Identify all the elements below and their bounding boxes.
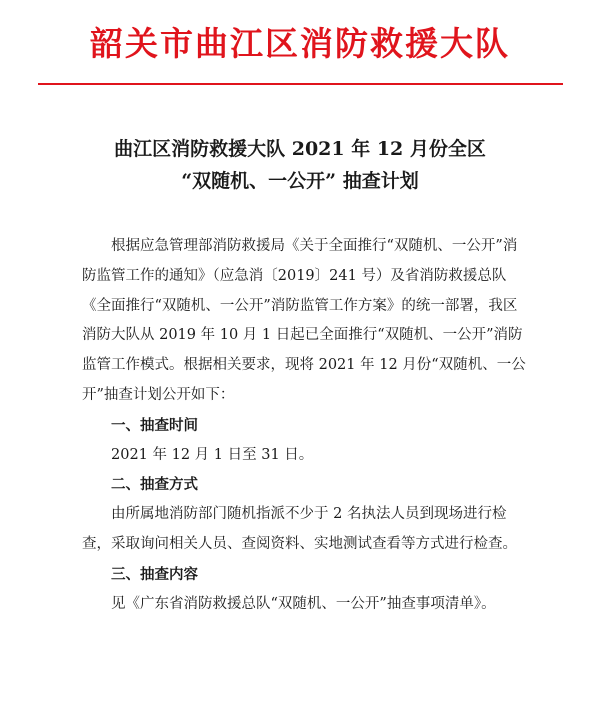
section-heading-time: 一、抽查时间 — [111, 416, 198, 434]
title-line-2: “双随机、一公开” 抽查计划 — [181, 170, 419, 192]
section-heading-method: 二、抽查方式 — [111, 476, 198, 494]
intro-paragraph: 根据应急管理部消防救援局《关于全面推行“双随机、一公开”消防监管工作的通知》（应急消〔2019〕241 号）及省消防救援总队《全面推行“双随机、一公开”消防监管工作方案》的统一部署，我区消防大队从 2019 年 10 月 1 日起已全面推行“双随机、一公开”消防监管工作模式。根据相关要求，现将 2021 年 12 月份“双随机、一公开”抽查计划公开如下： — [82, 238, 526, 403]
document-body — [82, 232, 528, 619]
document-title — [0, 133, 600, 197]
section-text-method: 由所属地消防部门随机指派不少于 2 名执法人员到现场进行检查，采取询问相关人员、查阅资料、实地测试查看等方式进行检查。 — [82, 506, 517, 552]
letterhead-divider — [38, 83, 563, 85]
section-text-content: 见《广东省消防救援总队“双随机、一公开”抽查事项清单》。 — [111, 595, 496, 612]
section-text-time: 2021 年 12 月 1 日至 31 日。 — [111, 446, 314, 463]
section-heading-content: 三、抽查内容 — [111, 565, 198, 583]
letterhead-org-name: 韶关市曲江区消防救援大队 — [90, 24, 510, 63]
title-line-1: 曲江区消防救援大队 2021 年 12 月份全区 — [114, 138, 486, 160]
